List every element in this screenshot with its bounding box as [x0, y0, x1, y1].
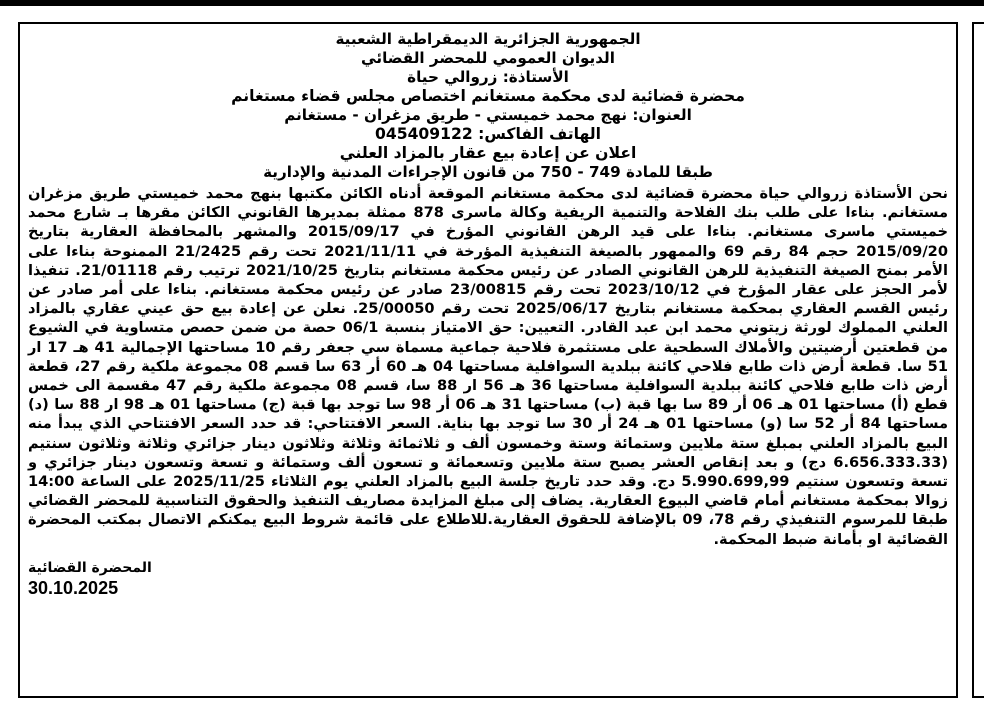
notice-header: [28, 30, 948, 182]
office-line: الديوان العمومي للمحضر القضائي: [361, 49, 615, 67]
fax-line: الهاتف الفاكس: 045409122: [375, 125, 601, 143]
notice-paragraph: نحن الأستاذة زروالي حياة محضرة قضائية لدى محكمة مستغانم الموقعة أدناه الكائن مكتبها بنهج محمد خميستي طريق مزغران مستغانم. بناءا على طلب بنك الفلاحة والتنمية الريفية وكالة ماسرى 878 ممثلة بمديرها القانوني الكائن مقرها بـ شارع محمد خميستي ماسرى مستغانم. بناءا على قيد الرهن القانوني المؤرخ في 2015/09/17 والمشهر بالمحافظة العقارية بتاريخ 2015/09/20 حجم 84 رقم 69 والممهور بالصيغة التنفيذية المؤرخة في 2021/11/11 تحت رقم 21/2425 الممنوحة بناءا على الأمر بمنح الصيغة التنفيذية للرهن القانوني الصادر عن رئيس محكمة مستغانم بتاريخ 2021/10/25 ترتيب رقم 21/01118. تنفيذا لأمر الحجز على عقار المؤرخ في 2023/10/12 تحت رقم 23/00815 صادر عن رئيس محكمة مستغانم. بناءا على أمر صادر عن رئيس القسم العقاري بمحكمة مستغانم بتاريخ 2025/06/17 تحت رقم 25/00050. نعلن عن إعادة بيع حق عيني عقاري بالمزاد العلني المملوك لورثة زيتوني محمد ابن عبد القادر. التعيين: حق الامتياز بنسبة 06/1 حصة من ضمن حصص متساوية في الشيوع من قطعتين أرضيتين والأملاك السطحية على مستثمرة فلاحية جماعية مسماة سي جعفر رقم 10 مساحتها الإجمالية 41 هـ 17 ار 51 سا. قطعة أرض ذات طابع فلاحي كائنة ببلدية السوافلية مساحتها 04 هـ 60 أر 63 سا قسم 08 مجموعة ملكية رقم 27، قطعة أرض ذات طابع فلاحي كائنة ببلدية السوافلية مساحتها 36 هـ 56 ار 88 سا، قسم 08 مجموعة ملكية رقم 47 مقسمة الى خمس قطع (أ) مساحتها 01 هـ 06 أر 89 سا بها قبة (ب) مساحتها 31 هـ 06 أر 98 سا توجد بها قبة (ج) مساحتها 01 هـ 98 ار 88 سا (د) مساحتها 84 أر 52 سا (و) مساحتها 01 هـ 24 أر 30 سا توجد بها بناية. السعر الافتتاحي: قد حدد السعر الافتتاحي الذي يبدأ منه البيع بالمزاد العلني بمبلغ ستة ملايين وستمائة وستة وخمسون ألف و ثلاثمائة وثلاثة وثلاثون دينار جزائري وثلاثة وثلاثون سنتيم (6.656.333.33 دج) و بعد إنقاص العشر يصبح ستة ملايين وتسعمائة و تسعون ألف وستمائة و تسعة وتسعون دينار جزائري و تسعة وتسعون سنتيم 5.990.699,99 دج. وقد حدد تاريخ جلسة البيع بالمزاد العلني يوم الثلاثاء 2025/11/25 على الساعة 14:00 زوالا بمحكمة مستغانم أمام قاضي البيوع العقارية. يضاف إلى مبلغ المزايدة مصاريف التنفيذ والحقوق التناسبية للمحضر القضائي طبقا للمرسوم التنفيذي رقم 78، 09 بالإضافة للحقوق العقارية.للاطلاع على قائمة شروط البيع يمكنكم الاتصال بمكتب المحضرة القضائية او بأمانة ضبط المحكمة.: [28, 185, 948, 548]
legal-basis-line: طبقا للمادة 749 - 750 من قانون الإجراءات المدنية والإدارية: [263, 163, 713, 181]
notice-date: 30.10.2025: [28, 577, 119, 598]
notice-title: اعلان عن إعادة بيع عقار بالمزاد العلني: [339, 144, 637, 162]
notice-body: [28, 184, 948, 549]
address-line: العنوان: نهج محمد خميستي - طريق مزغران - مستغانم: [284, 106, 692, 124]
legal-notice: [18, 22, 958, 698]
jurisdiction-line: محضرة قضائية لدى محكمة مستغانم اختصاص مجلس قضاء مستغانم: [231, 87, 745, 105]
top-rule: [0, 0, 984, 6]
republic-line: الجمهورية الجزائرية الديمقراطية الشعبية: [335, 30, 641, 48]
signature-label: المحضرة القضائية: [28, 559, 152, 576]
notice-footer: [28, 559, 948, 599]
attorney-line: الأستاذة: زروالي حياة: [407, 68, 569, 86]
adjacent-column-border: [972, 22, 984, 698]
